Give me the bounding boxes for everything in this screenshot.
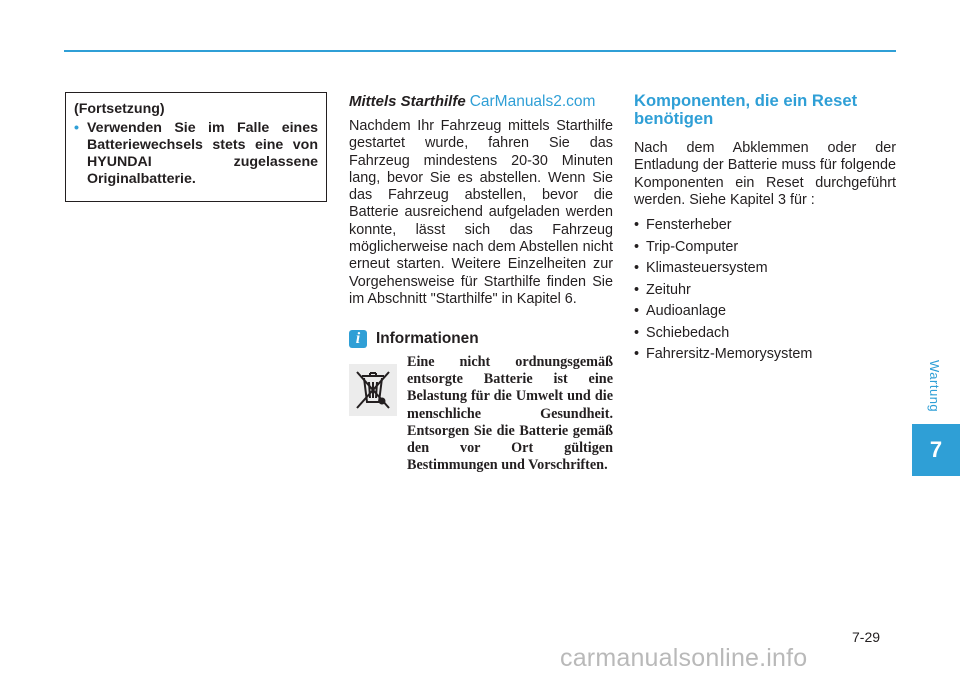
- info-icon: i: [349, 330, 367, 348]
- warning-item: [74, 120, 318, 188]
- section-label: Wartung: [927, 360, 942, 413]
- list-item: [634, 237, 896, 259]
- list-item: [634, 258, 896, 280]
- warning-continued-label: (Fortsetzung): [74, 101, 165, 117]
- jump-start-heading-text: Mittels Starthilfe: [349, 93, 466, 110]
- crossed-out-bin-icon: [349, 364, 397, 416]
- bullet-icon: •: [634, 217, 640, 234]
- list-item: [634, 280, 896, 302]
- bullet-icon: •: [634, 346, 640, 363]
- watermark-link[interactable]: CarManuals2.com: [469, 93, 596, 110]
- right-column: [634, 92, 896, 366]
- info-header: [349, 328, 613, 350]
- header-rule: [64, 50, 896, 52]
- warning-box: [65, 92, 327, 202]
- bullet-icon: •: [634, 324, 640, 341]
- middle-column: [349, 92, 613, 474]
- reset-list: [634, 215, 896, 366]
- info-body: [349, 354, 613, 474]
- footer-watermark[interactable]: carmanualsonline.info: [560, 644, 808, 672]
- list-item-text: Fensterheber: [646, 217, 732, 234]
- info-title: Informationen: [376, 330, 479, 348]
- list-item: [634, 301, 896, 323]
- list-item: [634, 344, 896, 366]
- list-item-text: Zeituhr: [646, 281, 691, 298]
- page-number: 7-29: [852, 629, 881, 645]
- jump-start-body: Nachdem Ihr Fahrzeug mittels Starthilfe gestartet wurde, fahren Sie das Fahrzeug mindestens 20-30 Minuten lang, bevor Sie es abstellen. Wenn Sie das Fahrzeug abstellen, bevor die Batterie ausreichend aufgeladen werden konnte, lässt sich das Fahrzeug möglicherweise nach dem Abstellen nicht erneut starten. Weitere Einzelheiten zur Vorgehensweise für Starthilfe finden Sie im Abschnitt "Starthilfe" in Kapitel 6.: [349, 118, 613, 307]
- jump-start-heading: [349, 92, 613, 112]
- reset-heading: Komponenten, die ein Reset benötigen: [634, 91, 858, 128]
- list-item-text: Trip-Computer: [646, 238, 739, 255]
- left-column: [65, 92, 327, 202]
- list-item-text: Klimasteuersystem: [646, 260, 768, 277]
- bullet-icon: •: [634, 238, 640, 255]
- info-text: Eine nicht ordnungsgemäß entsorgte Batterie ist eine Belastung für die Umwelt und die menschliche Gesundheit. Entsorgen Sie die Batterie gemäß den vor Ort gültigen Bestimmungen und Vorschriften.: [407, 354, 613, 473]
- reset-intro: Nach dem Abklemmen oder der Entladung der Batterie muss für folgende Komponenten ein Reset durchgeführt werden. Siehe Kapitel 3 für :: [634, 140, 896, 208]
- bullet-icon: •: [74, 120, 79, 136]
- warning-item-text: Verwenden Sie im Falle eines Batteriewechsels stets eine von HYUNDAI zugelassene Originalbatterie.: [87, 120, 318, 187]
- bullet-icon: •: [634, 260, 640, 277]
- list-item-text: Schiebedach: [646, 324, 730, 341]
- chapter-tab: 7: [912, 424, 960, 476]
- bullet-icon: •: [634, 281, 640, 298]
- list-item-text: Audioanlage: [646, 303, 727, 320]
- list-item-text: Fahrersitz-Memorysystem: [646, 346, 813, 363]
- list-item: [634, 215, 896, 237]
- list-item: [634, 323, 896, 345]
- bullet-icon: •: [634, 303, 640, 320]
